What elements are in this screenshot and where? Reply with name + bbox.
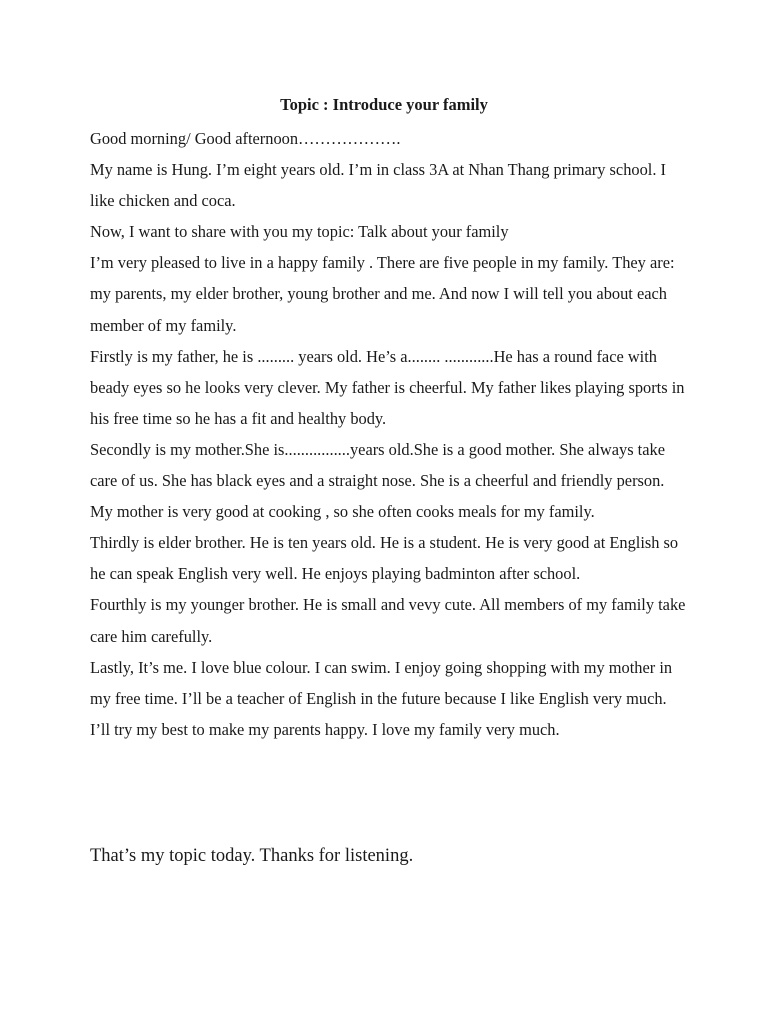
- self-paragraph: Lastly, It’s me. I love blue colour. I can swim. I enjoy going shopping with my mother in my free time. I’ll be a teacher of English in the future because I like English very much. I’ll try my best to make my parents happy. I love my family very much.: [90, 657, 673, 739]
- mother-paragraph: Secondly is my mother.She is................years old.She is a good mother. She always take care of us. She has black eyes and a straight nose. She is a cheerful and friendly person. My mother is very good at cooking , so she often cooks meals for my family.: [90, 439, 665, 522]
- younger-brother-paragraph: Fourthly is my younger brother. He is small and vevy cute. All members of my family take care him carefully.: [90, 595, 686, 646]
- family-overview-paragraph: I’m very pleased to live in a happy family . There are five people in my family. They are: my parents, my elder brother, young brother and me. And now I will tell you about each member of my family.: [90, 253, 675, 335]
- greeting-paragraph: Good morning/ Good afternoon……………….: [90, 129, 401, 148]
- topic-intro-paragraph: Now, I want to share with you my topic: Talk about your family: [90, 222, 509, 242]
- elder-brother-paragraph: Thirdly is elder brother. He is ten years old. He is a student. He is very good at English so he can speak English very well. He enjoys playing badminton after school.: [90, 533, 679, 584]
- closing-sentence: That’s my topic today. Thanks for listening.: [90, 846, 414, 866]
- document-title: Topic : Introduce your family: [280, 95, 488, 114]
- self-intro-paragraph: My name is Hung. I’m eight years old. I’m in class 3A at Nhan Thang primary school. I like chicken and coca.: [90, 160, 666, 211]
- document-body: [90, 123, 690, 745]
- father-paragraph: Firstly is my father, he is ......... years old. He’s a........ ............He has a round face with beady eyes so he looks very clever. My father is cheerful. My father likes playing sports in his free time so he has a fit and healthy body.: [90, 346, 685, 428]
